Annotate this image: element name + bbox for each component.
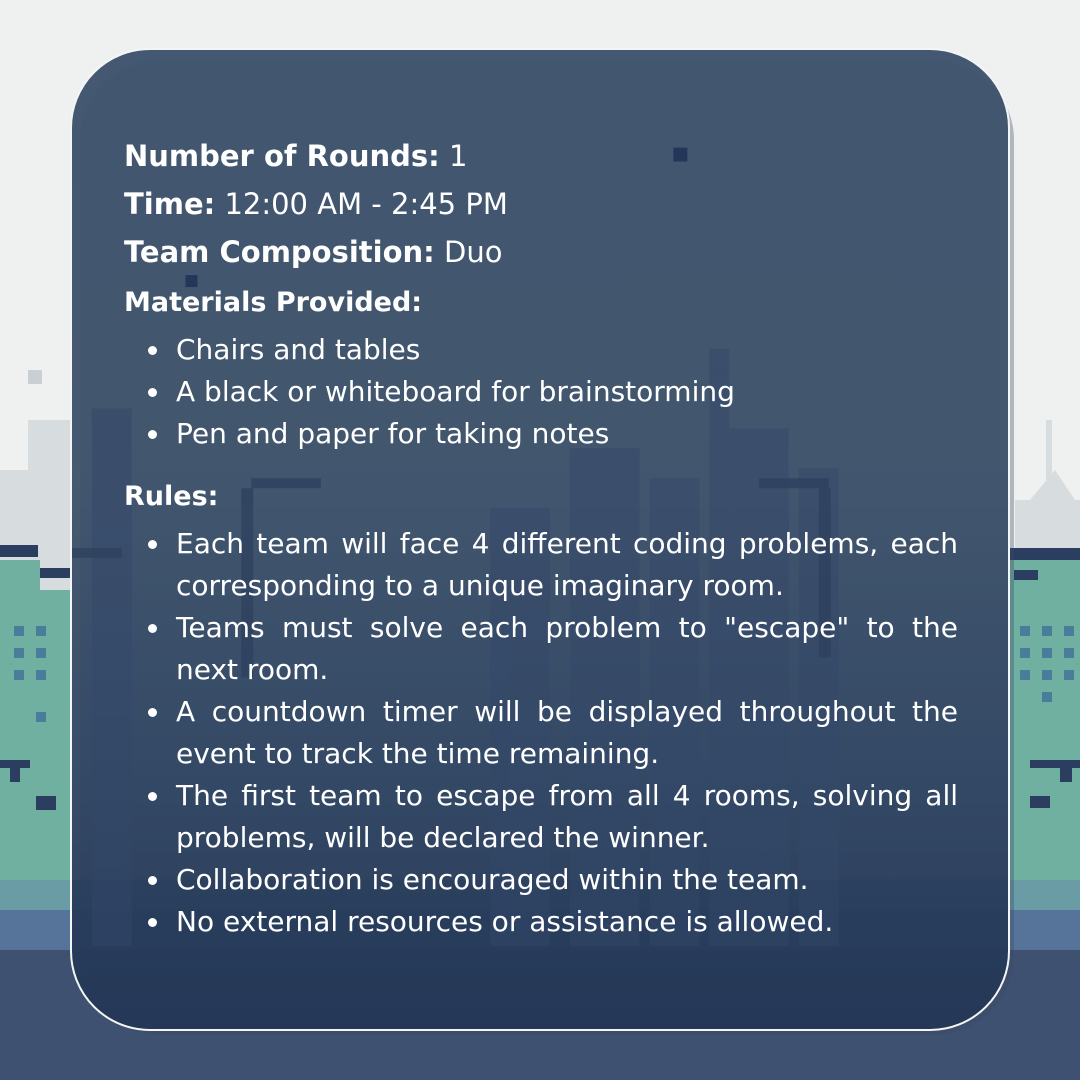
list-item <box>148 775 958 859</box>
bullet-icon <box>148 876 157 885</box>
time-label: Time: <box>124 187 216 221</box>
left-green-building <box>0 545 72 890</box>
bullet-icon <box>148 792 157 801</box>
bullet-icon <box>148 708 157 717</box>
list-item-text: A countdown timer will be displayed throughout the event to track the time remaining. <box>176 695 958 770</box>
list-item-text: Pen and paper for taking notes <box>176 417 610 450</box>
time-line <box>124 180 958 228</box>
card-content <box>124 132 958 943</box>
bullet-icon <box>148 624 157 633</box>
list-item <box>148 371 958 413</box>
list-item-text: Collaboration is encouraged within the team. <box>176 863 809 896</box>
bullet-icon <box>148 430 157 439</box>
rules-heading: Rules: <box>124 481 219 512</box>
list-item <box>148 901 958 943</box>
bullet-icon <box>148 540 157 549</box>
list-item-text: Chairs and tables <box>176 333 421 366</box>
list-item-text: Teams must solve each problem to "escape" to the next room. <box>176 611 958 686</box>
team-composition-value: Duo <box>443 235 503 269</box>
list-item-text: No external resources or assistance is allowed. <box>176 905 834 938</box>
rounds-line <box>124 132 958 180</box>
materials-list <box>124 329 958 455</box>
team-composition-label: Team Composition: <box>124 235 435 269</box>
team-composition-line <box>124 228 958 276</box>
list-item <box>148 523 958 607</box>
bullet-icon <box>148 346 157 355</box>
materials-heading: Materials Provided: <box>124 287 423 318</box>
list-item <box>148 607 958 691</box>
event-details-card <box>70 48 1010 1031</box>
bullet-icon <box>148 918 157 927</box>
right-green-building <box>1010 548 1080 890</box>
time-value: 12:00 AM - 2:45 PM <box>224 187 508 221</box>
rounds-label: Number of Rounds: <box>124 139 440 173</box>
list-item-text: The first team to escape from all 4 rooms, solving all problems, will be declared the winner. <box>176 779 958 854</box>
list-item <box>148 859 958 901</box>
list-item-text: Each team will face 4 different coding problems, each corresponding to a unique imaginary room. <box>176 527 958 602</box>
list-item <box>148 413 958 455</box>
bullet-icon <box>148 388 157 397</box>
list-item <box>148 329 958 371</box>
rounds-value: 1 <box>448 139 468 173</box>
list-item-text: A black or whiteboard for brainstorming <box>176 375 735 408</box>
rules-list <box>124 523 958 943</box>
list-item <box>148 691 958 775</box>
